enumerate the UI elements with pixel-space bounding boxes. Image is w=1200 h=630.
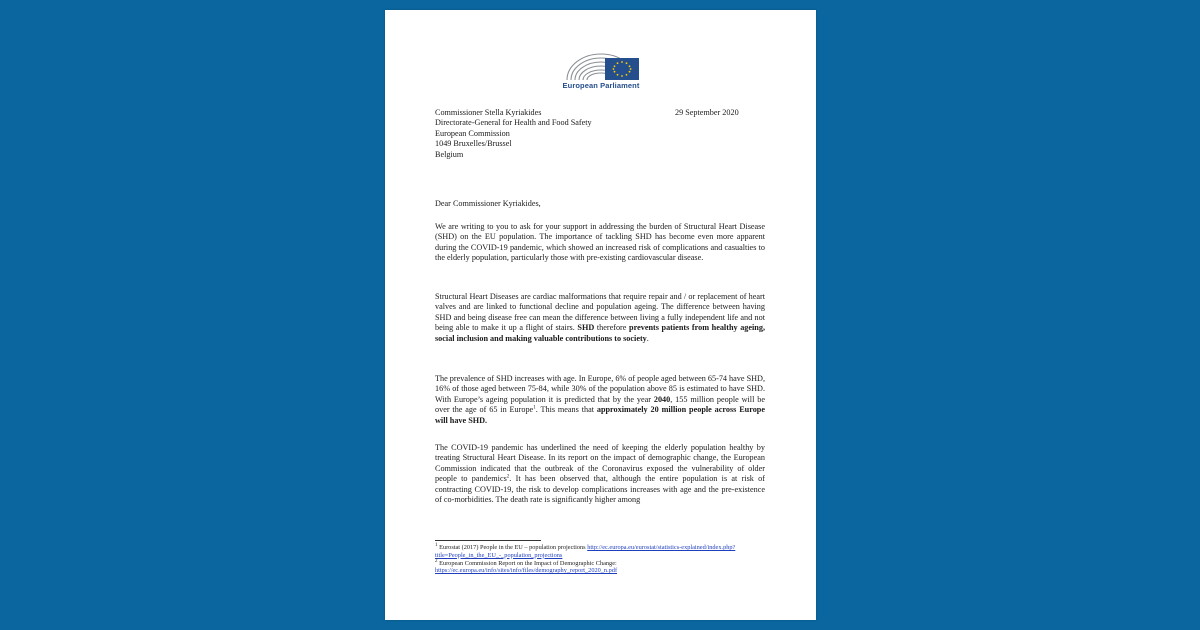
- address-line: European Commission: [435, 128, 510, 138]
- footnote-1-text: Eurostat (2017) People in the EU – population projections: [437, 544, 588, 551]
- footnote-1: [435, 544, 765, 560]
- footnote-2-link-line: [435, 567, 765, 575]
- footnote-ref-1[interactable]: 1: [533, 405, 536, 411]
- recipient-address: [435, 108, 665, 160]
- footnote-2-link[interactable]: https://ec.europa.eu/info/sites/info/files/demography_report_2020_n.pdf: [435, 567, 618, 575]
- p2-mid: therefore: [594, 323, 630, 333]
- paragraph-2: [435, 292, 765, 344]
- p4-text-a: The COVID-19 pandemic has underlined the need of keeping the elderly population healthy by treating Structural Heart Disease. In its report on the impact of demographic change, the European Commission indicated that the outbreak of the Coronavirus exposed the vulnerability of older people to pandemics: [435, 443, 765, 484]
- footnote-2-number: 2: [435, 558, 438, 564]
- p4-text-b: . It has been observed that, although the entire population is at risk of contracting COVID-19, the risk to develop complications increases with age and the pre-existence of co-morbidities. The death rate is significantly higher among: [435, 474, 765, 505]
- letter-page: [385, 10, 816, 620]
- paragraph-4: [435, 443, 765, 505]
- footnote-2: [435, 560, 765, 568]
- p3-bold-end: approximately 20 million people across Europe will have SHD.: [435, 405, 765, 425]
- p3-text-c: . This means that: [535, 405, 597, 415]
- address-line: Belgium: [435, 149, 464, 159]
- footnote-2-text: European Commission Report on the Impact of Demographic Change:: [437, 559, 617, 567]
- footnote-divider: [435, 540, 541, 541]
- p3-text-b: , 155 million people will be over the age of 65 in Europe: [435, 394, 765, 415]
- address-line: Commissioner Stella Kyriakides: [435, 108, 542, 117]
- p2-bold-claim: prevents patients from healthy ageing, social inclusion and making valuable contributions to society: [435, 323, 765, 343]
- p2-end: .: [646, 333, 649, 343]
- p3-bold-year: 2040: [653, 394, 671, 404]
- footnote-1-number: 1: [435, 542, 438, 548]
- logo-caption: European Parliament: [562, 81, 640, 90]
- letter-date: 29 September 2020: [675, 108, 739, 117]
- footnote-ref-2[interactable]: 2: [506, 474, 510, 480]
- address-line: Directorate-General for Health and Food Safety: [435, 118, 592, 128]
- address-line: 1049 Bruxelles/Brussel: [435, 139, 512, 149]
- p2-text: Structural Heart Diseases are cardiac malformations that require repair and / or replacement of heart valves and are linked to functional decline and population ageing. The difference between having SHD and being disease free can mean the difference between living a fully independent life and not being able to make it up a flight of stairs.: [435, 292, 765, 333]
- paragraph-3: [435, 374, 765, 426]
- p3-text-a: The prevalence of SHD increases with age. In Europe, 6% of people aged between 65-74 have SHD, 16% of those aged between 75-84, while 30% of the population above 85 is estimated to have SHD. With Europe’s ageing population it is predicted that by the year: [435, 374, 765, 404]
- footnotes: [435, 544, 765, 575]
- p2-bold-shd: SHD: [577, 323, 595, 333]
- paragraph-1: We are writing to you to ask for your support in addressing the burden of Structural Heart Disease (SHD) on the EU population. The importance of tackling SHD has become even more apparent during the COVID-19 pandemic, which showed an increased risk of complications and casualties to the elderly population, particularly those with pre-existing cardiovascular disease.: [435, 222, 765, 263]
- footnote-1-link[interactable]: http://ec.europa.eu/eurostat/statistics-explained/index.php?title=People_in_the_EU_-_population_projections: [435, 544, 736, 559]
- salutation: Dear Commissioner Kyriakides,: [435, 199, 541, 208]
